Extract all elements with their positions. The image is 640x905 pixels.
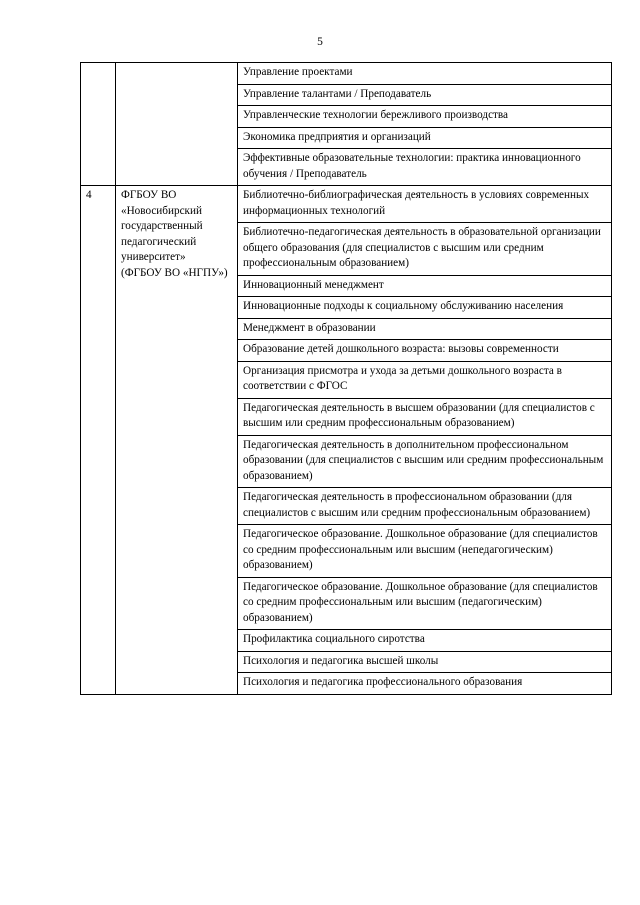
table-row [81,63,612,85]
program-cell: Эффективные образовательные технологии: практика инновационного обучения / Преподаватель [238,149,612,186]
program-cell: Психология и педагогика профессионального образования [238,673,612,695]
program-cell: Управление талантами / Преподаватель [238,84,612,106]
program-cell: Педагогическое образование. Дошкольное образование (для специалистов со средним профессиональным или высшим (педагогическим) образованием) [238,577,612,630]
program-cell: Менеджмент в образовании [238,318,612,340]
program-cell: Профилактика социального сиротства [238,630,612,652]
organization-cell: ФГБОУ ВО «Новосибирский государственный педагогический университет» (ФГБОУ ВО «НГПУ») [116,186,238,695]
program-cell: Управление проектами [238,63,612,85]
program-cell: Библиотечно-педагогическая деятельность в образовательной организации общего образования (для специалистов с высшим или средним профессиональным образованием) [238,223,612,276]
program-cell: Инновационный менеджмент [238,275,612,297]
table-row [81,186,612,223]
program-cell: Педагогическая деятельность в высшем образовании (для специалистов с высшим или средним профессиональным образованием) [238,398,612,435]
program-cell: Педагогическая деятельность в профессиональном образовании (для специалистов с высшим или средним профессиональным образованием) [238,488,612,525]
program-cell: Педагогическое образование. Дошкольное образование (для специалистов со средним профессиональным или высшим (непедагогическим) образованием) [238,525,612,578]
number-cell [81,63,116,186]
page-number: 5 [317,36,323,48]
program-cell: Образование детей дошкольного возраста: вызовы современности [238,340,612,362]
program-cell: Педагогическая деятельность в дополнительном профессиональном образовании (для специалистов с высшим или средним профессиональным образованием) [238,435,612,488]
number-cell: 4 [81,186,116,695]
program-cell: Библиотечно-библиографическая деятельность в условиях современных информационных технологий [238,186,612,223]
program-cell: Управленческие технологии бережливого производства [238,106,612,128]
program-cell: Инновационные подходы к социальному обслуживанию населения [238,297,612,319]
program-cell: Психология и педагогика высшей школы [238,651,612,673]
program-cell: Организация присмотра и ухода за детьми дошкольного возраста в соответствии с ФГОС [238,361,612,398]
program-cell: Экономика предприятия и организаций [238,127,612,149]
programs-table [80,62,612,695]
organization-cell [116,63,238,186]
